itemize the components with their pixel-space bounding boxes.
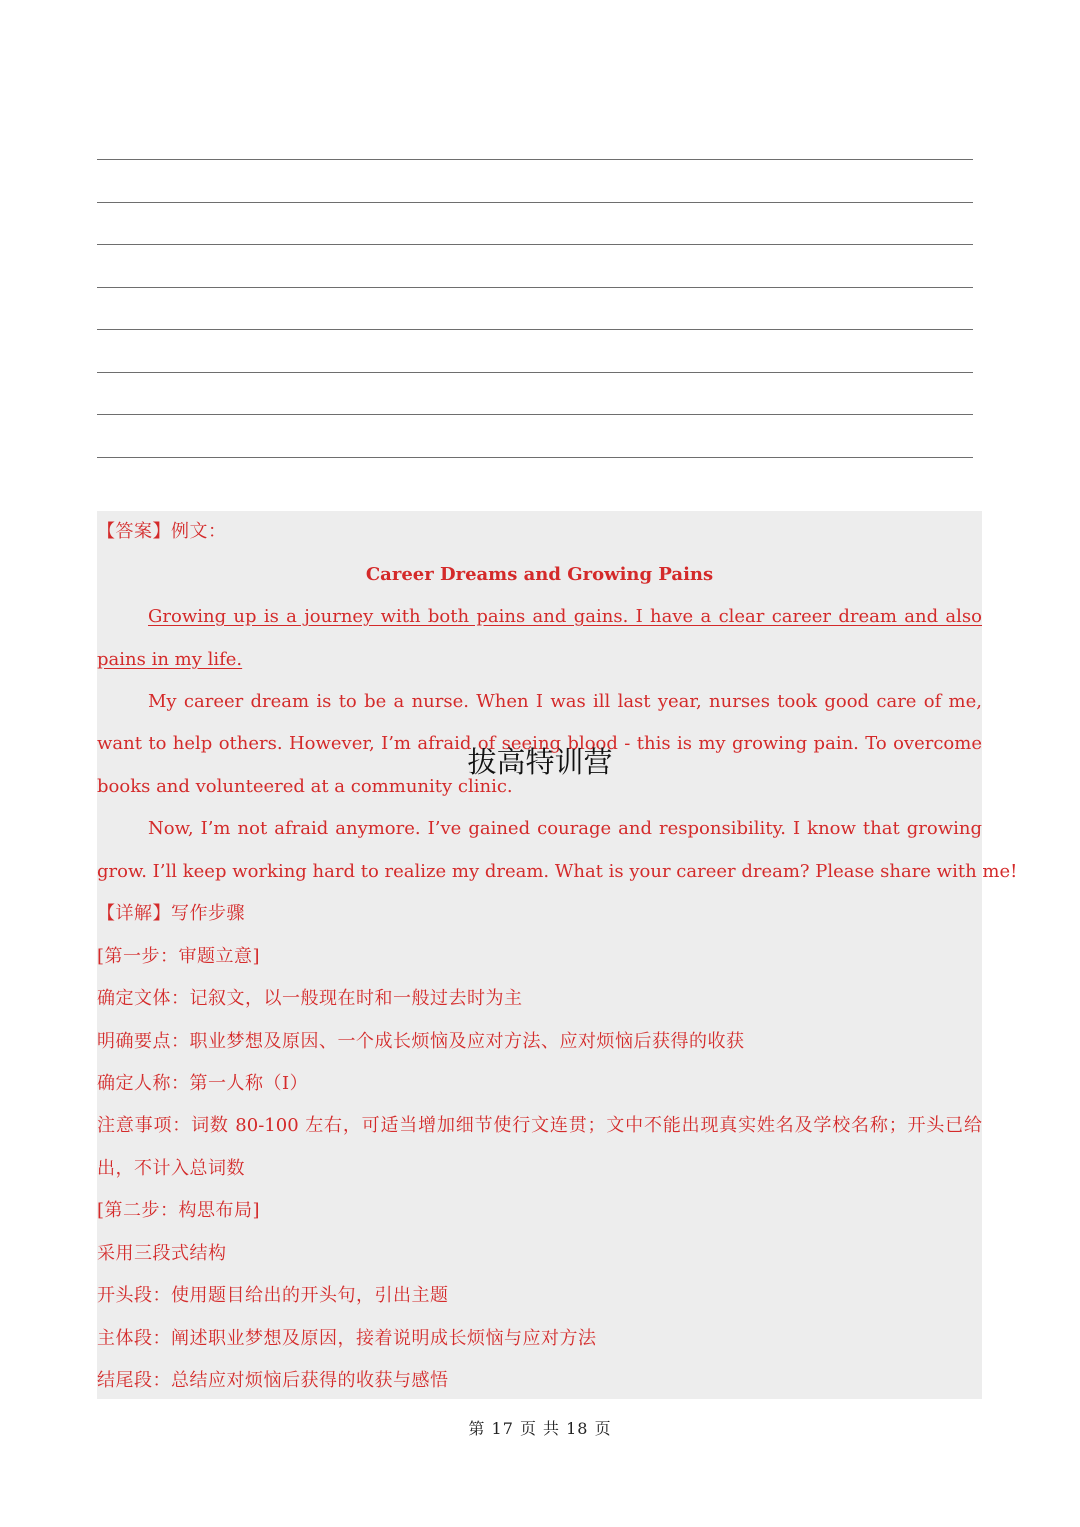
- watermark-text: 拔高特训营: [467, 745, 613, 779]
- step2-heading: [第二步：构思布局]: [97, 1200, 261, 1221]
- blank-line: [97, 159, 973, 160]
- person-line: 确定人称：第一人称（I）: [97, 1073, 309, 1094]
- essay-para2-line1: My career dream is to be a nurse. When I was ill last year, nurses took good care of me,: [148, 691, 982, 712]
- blank-line: [97, 457, 973, 458]
- blank-line: [97, 372, 973, 373]
- blank-line: [97, 287, 973, 288]
- structure-line: 采用三段式结构: [97, 1243, 227, 1264]
- answer-blank-lines: [97, 0, 973, 470]
- points-line: 明确要点：职业梦想及原因、一个成长烦恼及应对方法、应对烦恼后获得的收获: [97, 1031, 745, 1052]
- blank-line: [97, 202, 973, 203]
- body-line: 主体段：阐述职业梦想及原因，接着说明成长烦恼与应对方法: [97, 1328, 597, 1349]
- essay-para3-line1: Now, I’m not afraid anymore. I’ve gained courage and responsibility. I know that growing: [148, 818, 982, 839]
- essay-para1-line1: Growing up is a journey with both pains and gains. I have a clear career dream and also: [148, 606, 982, 627]
- step1-heading: [第一步：审题立意]: [97, 946, 261, 967]
- opening-line: 开头段：使用题目给出的开头句，引出主题: [97, 1285, 449, 1306]
- analysis-label: 【详解】写作步骤: [97, 903, 245, 924]
- answer-label: 【答案】例文：: [97, 521, 227, 542]
- blank-line: [97, 244, 973, 245]
- notes-line2: 出，不计入总词数: [97, 1158, 245, 1179]
- essay-para2-line3: books and volunteered at a community clinic.: [97, 776, 513, 797]
- blank-line: [97, 329, 973, 330]
- answer-section: [97, 511, 1018, 1399]
- essay-para3-line2: grow. I’ll keep working hard to realize my dream. What is your career dream? Please share with me!: [97, 861, 1018, 882]
- ending-line: 结尾段：总结应对烦恼后获得的收获与感悟: [97, 1370, 449, 1391]
- blank-line: [97, 414, 973, 415]
- genre-line: 确定文体：记叙文，以一般现在时和一般过去时为主: [97, 988, 523, 1009]
- essay-title: Career Dreams and Growing Pains: [365, 564, 714, 585]
- essay-para1-line2: pains in my life.: [97, 649, 243, 670]
- notes-line1: 注意事项：词数 80-100 左右，可适当增加细节使行文连贯；文中不能出现真实姓名及学校名称；开头已给: [97, 1115, 982, 1136]
- essay-para2-line2: want to help others. However, I’m afraid of seeing blood - this is my growing pain. To overcome: [97, 733, 982, 754]
- page-footer: 第 17 页 共 18 页: [468, 1419, 612, 1438]
